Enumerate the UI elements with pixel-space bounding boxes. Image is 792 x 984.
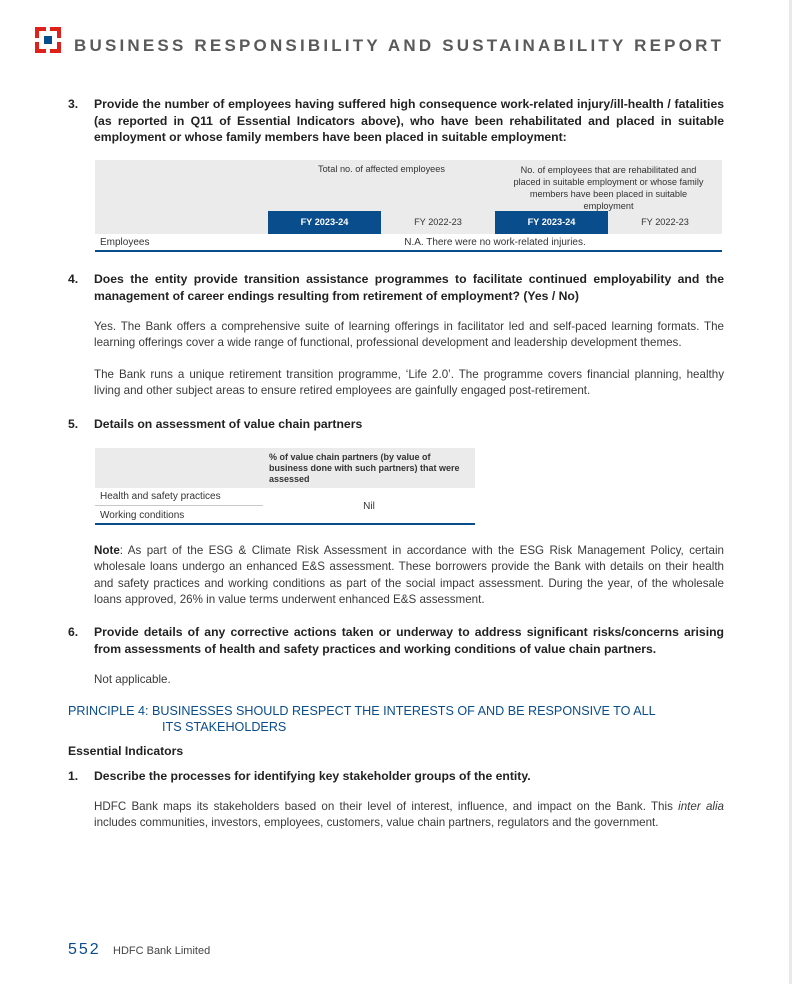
question-5 bbox=[68, 416, 724, 433]
row-label: Working conditions bbox=[100, 510, 185, 521]
year-header: FY 2023-24 bbox=[268, 211, 381, 234]
report-title: BUSINESS RESPONSIBILITY AND SUSTAINABILITY REPORT bbox=[74, 36, 725, 55]
question-text: Does the entity provide transition assistance programmes to facilitate continued employability and the management of career endings resulting from retirement of employment? (Yes / No) bbox=[94, 272, 724, 303]
year-header: FY 2022-23 bbox=[414, 217, 462, 227]
question-text: Details on assessment of value chain partners bbox=[94, 417, 363, 431]
question-4 bbox=[68, 271, 724, 304]
note-label: Note bbox=[94, 544, 120, 557]
page-number: 552 bbox=[68, 941, 101, 958]
table-bottom-rule bbox=[95, 250, 722, 252]
company-name: HDFC Bank Limited bbox=[113, 945, 211, 957]
question-number: 5. bbox=[68, 417, 79, 431]
question-number: 4. bbox=[68, 272, 79, 286]
year-header: FY 2022-23 bbox=[641, 217, 689, 227]
value-chain-table bbox=[95, 448, 475, 526]
section-heading: Essential Indicators bbox=[68, 744, 184, 758]
row-label: Health and safety practices bbox=[100, 491, 221, 502]
question-3 bbox=[68, 96, 724, 146]
row-value: N.A. There were no work-related injuries. bbox=[404, 237, 586, 248]
answer-paragraph bbox=[94, 799, 724, 832]
year-header: FY 2023-24 bbox=[495, 211, 608, 234]
answer-text: includes communities, investors, employees, customers, value chain partners, regulators and the government. bbox=[94, 816, 659, 830]
answer-paragraph: Not applicable. bbox=[94, 673, 171, 686]
indicator-1 bbox=[68, 768, 724, 785]
row-value: Nil bbox=[363, 501, 375, 512]
question-number: 6. bbox=[68, 625, 79, 639]
hdfc-logo-icon bbox=[35, 27, 61, 53]
question-6 bbox=[68, 624, 724, 657]
row-label: Employees bbox=[100, 237, 150, 248]
answer-italic: inter alia bbox=[678, 800, 724, 813]
question-text: Describe the processes for identifying key stakeholder groups of the entity. bbox=[94, 769, 531, 783]
answer-paragraph: Yes. The Bank offers a comprehensive suite of learning offerings in facilitator led and self-paced learning formats. The learning offerings cover a wide range of functional, professional development and leadership development themes. bbox=[94, 320, 724, 350]
question-text: Provide details of any corrective actions taken or underway to address significant risks/concerns arising from assessments of health and safety practices and working conditions of value chain partners. bbox=[94, 625, 724, 656]
principle-line-2: ITS STAKEHOLDERS bbox=[162, 720, 287, 734]
column-group-header: No. of employees that are rehabilitated and placed in suitable employment or whose family members have been placed in suitable employment bbox=[513, 165, 704, 211]
answer-text: HDFC Bank maps its stakeholders based on their level of interest, influence, and impact on the Bank. This bbox=[94, 800, 679, 813]
principle-heading bbox=[68, 703, 724, 735]
note-paragraph bbox=[94, 543, 724, 608]
table-bottom-rule bbox=[95, 523, 475, 525]
rehab-table bbox=[95, 160, 722, 252]
note-text: : As part of the ESG & Climate Risk Assessment in accordance with the ESG Risk Management Policy, certain wholesale loans undergo an enhanced E&S assessment. These borrowers provide the Bank with details on their health and safety practices and working conditions as part of the social impact assessment. During the year, of the wholesale loans approved, 26% in value terms underwent enhanced E&S assessment. bbox=[94, 544, 724, 606]
principle-line-1: PRINCIPLE 4: BUSINESSES SHOULD RESPECT THE INTERESTS OF AND BE RESPONSIVE TO ALL bbox=[68, 704, 656, 718]
question-text: Provide the number of employees having suffered high consequence work-related injury/ill-health / fatalities (as reported in Q11 of Essential Indicators above), who have been rehabilitated and placed in suitable employment or whose family members have been placed in suitable employment: bbox=[94, 97, 724, 144]
row-divider bbox=[95, 505, 263, 506]
question-number: 1. bbox=[68, 769, 79, 783]
column-group-header: Total no. of affected employees bbox=[317, 164, 445, 174]
column-header: % of value chain partners (by value of business done with such partners) that were assessed bbox=[269, 452, 460, 484]
question-number: 3. bbox=[68, 97, 79, 111]
answer-paragraph: The Bank runs a unique retirement transition programme, ‘Life 2.0’. The programme covers financial planning, healthy living and other subject areas to ensure retired employees are gainfully engaged post-retirement. bbox=[94, 368, 724, 398]
